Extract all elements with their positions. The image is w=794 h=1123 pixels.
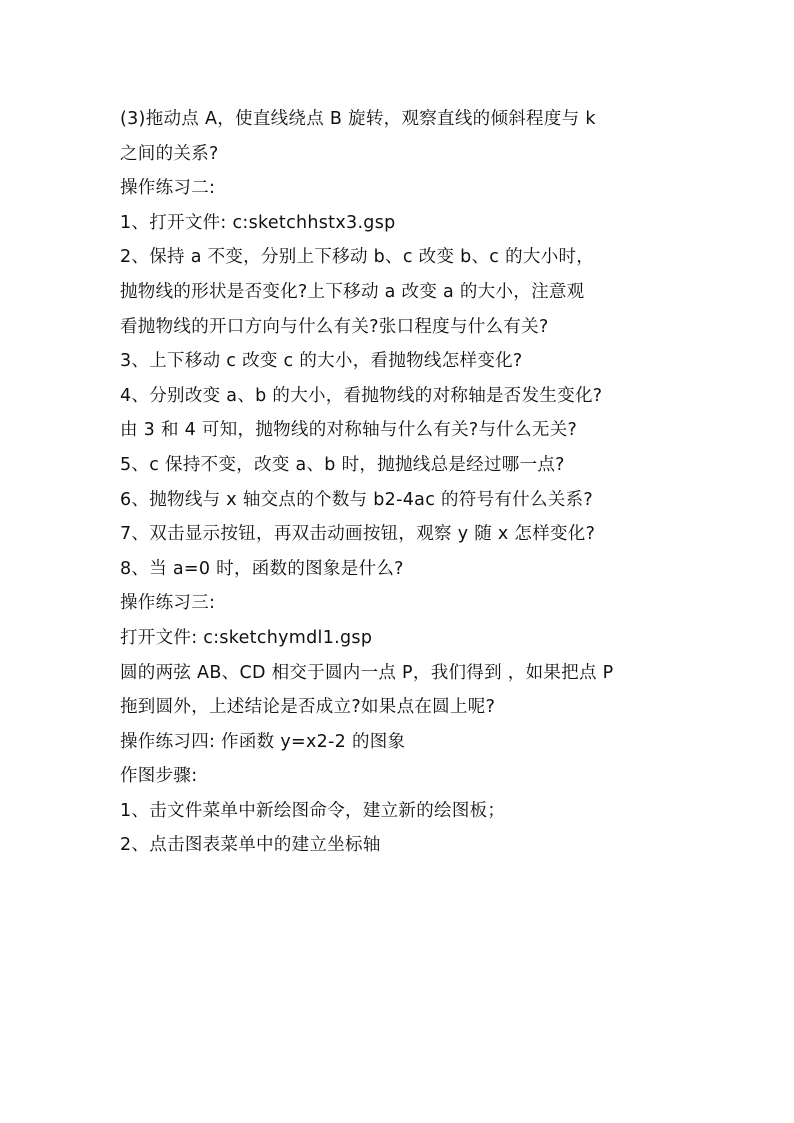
text-line-4: 1、打开文件: c:sketchhstx3.gsp bbox=[120, 212, 396, 233]
text-line-17: 圆的两弦 AB、CD 相交于圆内一点 P，我们得到 ，如果把点 P bbox=[120, 662, 614, 683]
text-line-21: 1、击文件菜单中新绘图命令，建立新的绘图板； bbox=[120, 800, 506, 821]
text-line-5: 2、保持 a 不变，分别上下移动 b、c 改变 b、c 的大小时， bbox=[120, 247, 595, 268]
text-line-12: 6、抛物线与 x 轴交点的个数与 b2-4ac 的符号有什么关系? bbox=[120, 489, 593, 510]
section-heading-exercise-3: 操作练习三: bbox=[120, 593, 216, 614]
text-line-22: 2、点击图表菜单中的建立坐标轴 bbox=[120, 835, 381, 856]
text-line-20: 作图步骤: bbox=[120, 766, 198, 787]
text-line-10: 由 3 和 4 可知，抛物线的对称轴与什么有关?与什么无关? bbox=[120, 420, 578, 441]
text-line-9: 4、分别改变 a、b 的大小，看抛物线的对称轴是否发生变化? bbox=[120, 385, 603, 406]
text-line-16: 打开文件: c:sketchymdl1.gsp bbox=[120, 627, 373, 648]
text-line-11: 5、c 保持不变，改变 a、b 时，抛抛线总是经过哪一点? bbox=[120, 454, 565, 475]
document-body bbox=[120, 102, 680, 863]
text-line-6: 抛物线的形状是否变化?上下移动 a 改变 a 的大小，注意观 bbox=[120, 281, 585, 302]
section-heading-exercise-2: 操作练习二: bbox=[120, 178, 216, 199]
text-line-18: 拖到圆外，上述结论是否成立?如果点在圆上呢? bbox=[120, 697, 496, 718]
text-line-8: 3、上下移动 c 改变 c 的大小，看抛物线怎样变化? bbox=[120, 351, 523, 372]
text-line-7: 看抛物线的开口方向与什么有关?张口程度与什么有关? bbox=[120, 316, 549, 337]
text-line-2: 之间的关系? bbox=[120, 143, 219, 164]
text-line-13: 7、双击显示按钮，再双击动画按钮，观察 y 随 x 怎样变化? bbox=[120, 524, 596, 545]
section-heading-exercise-4: 操作练习四: 作函数 y=x2-2 的图象 bbox=[120, 731, 406, 752]
text-line-1: (3)拖动点 A，使直线绕点 B 旋转，观察直线的倾斜程度与 k bbox=[120, 109, 596, 129]
text-line-14: 8、当 a=0 时，函数的图象是什么? bbox=[120, 558, 404, 579]
